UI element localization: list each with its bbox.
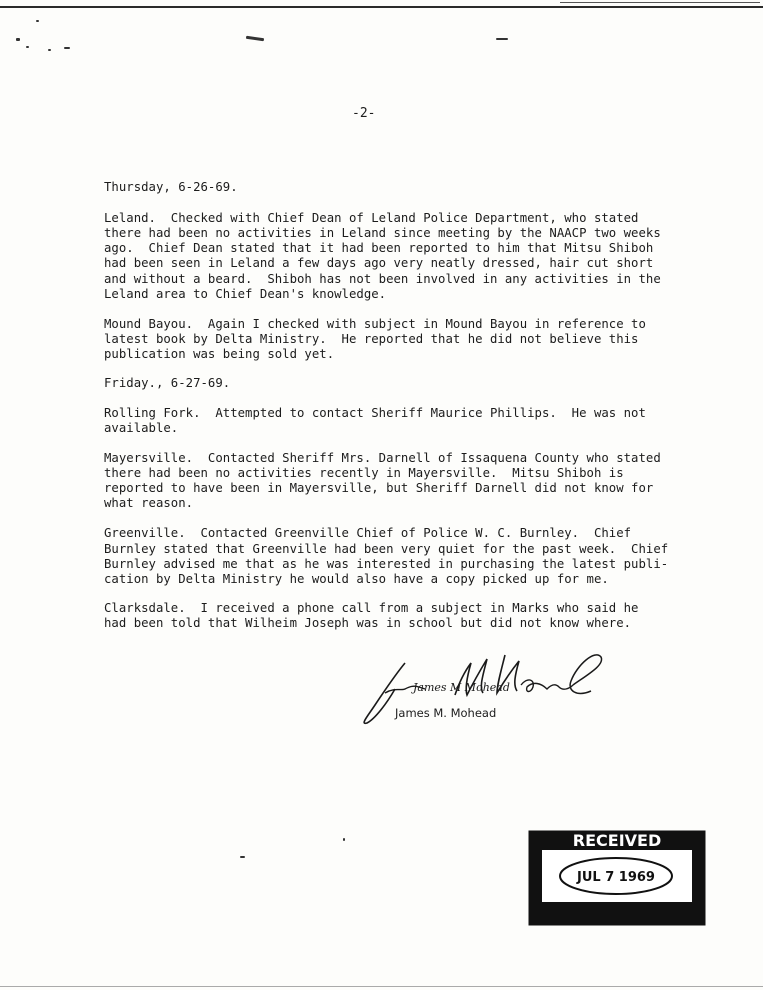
memo-line: cation by Delta Ministry he would also have a copy picked up for me. xyxy=(104,572,609,586)
memo-line: Leland area to Chief Dean's knowledge. xyxy=(104,287,387,301)
stamp-word: RECEIVED xyxy=(572,831,662,850)
scan-speck xyxy=(26,46,29,48)
signature-script-text: James M Mohead xyxy=(413,681,510,694)
memo-line: Greenville. Contacted Greenville Chief of Police W. C. Burnley. Chief xyxy=(104,526,632,540)
signature-typed-name: James M. Mohead xyxy=(395,706,497,720)
scan-speck xyxy=(64,47,70,49)
scan-speck xyxy=(496,38,508,40)
bottom-edge-line xyxy=(0,986,763,987)
memo-line: there had been no activities in Leland since meeting by the NAACP two weeks xyxy=(104,226,661,240)
memo-line: Thursday, 6-26-69. xyxy=(104,180,238,194)
scan-speck xyxy=(48,49,51,51)
memo-line: publication was being sold yet. xyxy=(104,347,335,361)
memo-line: Clarksdale. I received a phone call from a subject in Marks who said he xyxy=(104,601,639,615)
top-edge-line xyxy=(0,6,763,8)
memo-line: Mayersville. Contacted Sheriff Mrs. Darnell of Issaquena County who stated xyxy=(104,451,661,465)
memo-line: Burnley advised me that as he was interested in purchasing the latest publi- xyxy=(104,557,669,571)
received-stamp xyxy=(528,828,706,928)
memo-line: Rolling Fork. Attempted to contact Sheriff Maurice Phillips. He was not xyxy=(104,406,646,420)
stamp-date: JUL 7 1969 xyxy=(577,870,655,885)
memo-line: Friday., 6-27-69. xyxy=(104,376,231,390)
memo-line: what reason. xyxy=(104,496,194,510)
scan-speck xyxy=(16,38,20,41)
scan-speck xyxy=(343,838,345,841)
memo-line: Burnley stated that Greenville had been very quiet for the past week. Chief xyxy=(104,542,669,556)
memo-line: reported to have been in Mayersville, but Sheriff Darnell did not know for xyxy=(104,481,654,495)
page-number: -2- xyxy=(352,106,376,121)
memo-line: there had been no activities recently in Mayersville. Mitsu Shiboh is xyxy=(104,466,624,480)
scan-speck xyxy=(36,20,39,22)
memo-line: ago. Chief Dean stated that it had been reported to him that Mitsu Shiboh xyxy=(104,241,654,255)
scan-speck xyxy=(246,36,264,41)
memo-line: Leland. Checked with Chief Dean of Leland Police Department, who stated xyxy=(104,211,639,225)
memo-line: had been told that Wilheim Joseph was in school but did not know where. xyxy=(104,616,632,630)
top-edge-rule xyxy=(560,2,760,3)
memo-line: available. xyxy=(104,421,179,435)
memo-line: latest book by Delta Ministry. He reported that he did not believe this xyxy=(104,332,639,346)
memo-line: Mound Bayou. Again I checked with subject in Mound Bayou in reference to xyxy=(104,317,646,331)
memo-line: had been seen in Leland a few days ago very neatly dressed, hair cut short xyxy=(104,256,654,270)
scan-speck xyxy=(240,856,245,858)
memo-line: and without a beard. Shiboh has not been involved in any activities in the xyxy=(104,272,661,286)
